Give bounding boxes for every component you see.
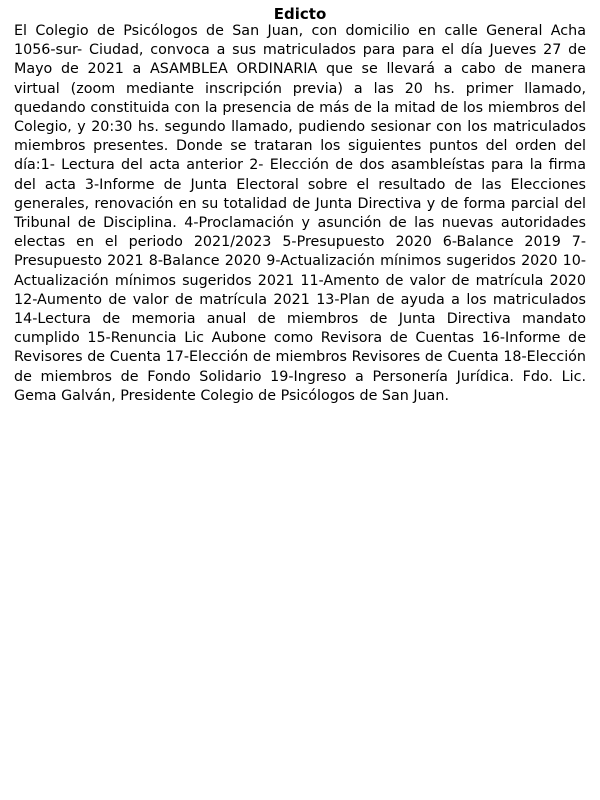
edicto-title: Edicto [273, 5, 327, 23]
edicto-body-text: El Colegio de Psicólogos de San Juan, con domicilio en calle General Acha 1056-sur- Ciudad, convoca a sus matriculados para para el día Jueves 27 de Mayo de 2021 a ASAMBLEA ORDINARIA que se llevará a cabo de manera virtual (zoom mediante inscripción previa) a las 20 hs. primer llamado, quedando constituida con la presencia de más de la mitad de los miembros del Colegio, y 20:30 hs. segundo llamado, pudiendo sesionar con los matriculados miembros presentes. Donde se trataran los siguientes puntos del orden del día:1- Lectura del acta anterior 2- Elección de dos asambleístas para la firma del acta 3-Informe de Junta Electoral sobre el resultado de las Elecciones generales, renovación en su totalidad de Junta Directiva y de forma parcial del Tribunal de Disciplina. 4-Proclamación y asunción de las nuevas autoridades electas en el periodo 2021/2023 5-Presupuesto 2020 6-Balance 2019 7-Presupuesto 2021 8-Balance 2020 9-Actualización mínimos sugeridos 2020 10-Actualización mínimos sugeridos 2021 11-Amento de valor de matrícula 2020 12-Aumento de valor de matrícula 2021 13-Plan de ayuda a los matriculados 14-Lectura de memoria anual de miembros de Junta Directiva mandato cumplido 15-Renuncia Lic Aubone como Revisora de Cuentas 16-Informe de Revisores de Cuenta 17-Elección de miembros Revisores de Cuenta 18-Elección de miembros de Fondo Solidario 19-Ingreso a Personería Jurídica. Fdo. Lic. Gema Galván, Presidente Colegio de Psicólogos de San Juan. [14, 23, 586, 404]
